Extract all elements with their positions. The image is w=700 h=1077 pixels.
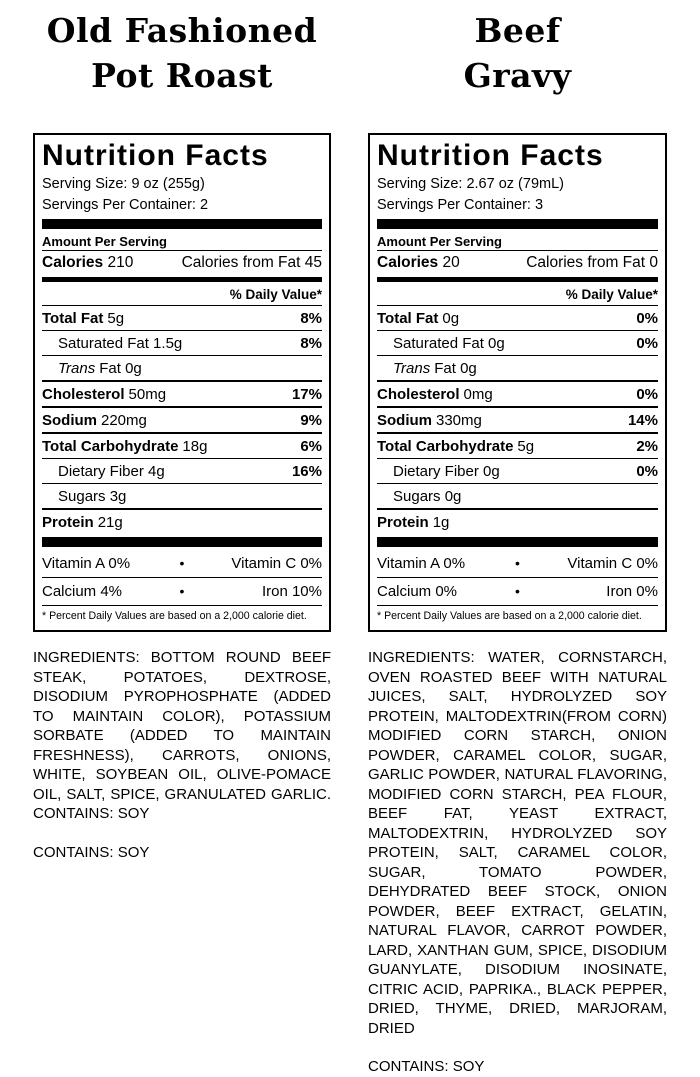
nutrient-row-total-carbohydrate bbox=[377, 432, 658, 458]
daily-value-header: % Daily Value* bbox=[565, 287, 658, 302]
contains-statement: CONTAINS: SOY bbox=[33, 843, 150, 861]
product-title-line2: Pot Roast bbox=[91, 56, 273, 95]
nutrient-row-sodium bbox=[42, 406, 322, 432]
servings-per-container: Servings Per Container: 3 bbox=[377, 197, 544, 213]
calories-value: 210 bbox=[107, 254, 134, 271]
bullet-icon: • bbox=[515, 555, 520, 571]
bullet-icon: • bbox=[179, 583, 185, 599]
nutrient-dv: 17% bbox=[291, 385, 322, 403]
nutrient-dv: 8% bbox=[300, 309, 322, 327]
daily-value-footnote: * Percent Daily Values are based on a 2,000 calorie diet. bbox=[42, 605, 322, 625]
nutrient-row-dietary-fiber bbox=[42, 458, 322, 483]
vitamin-a: Vitamin A 0% bbox=[377, 555, 466, 572]
nutrient-name: Dietary Fiber 4g bbox=[58, 462, 165, 480]
calcium: Calcium 0% bbox=[377, 583, 458, 600]
divider-bar-thin bbox=[377, 277, 658, 282]
calories-label: Calories 20 bbox=[377, 254, 460, 271]
calories-from-fat: Calories from Fat 45 bbox=[181, 254, 322, 271]
calories-row bbox=[377, 250, 658, 274]
calories-value: 20 bbox=[442, 254, 460, 271]
vitamin-a: Vitamin A 0% bbox=[42, 555, 131, 572]
nutrient-row-sodium bbox=[377, 406, 658, 432]
ingredients-paragraph: INGREDIENTS: WATER, CORNSTARCH, OVEN ROASTED BEEF WITH NATURAL JUICES, SALT, HYDROLYZED SOY PROTEIN, MALTODEXTRIN(FROM CORN) MODIFIED CORN STARCH, ONION POWDER, CARAMEL COLOR, SUGAR, GARLIC POWDER, NATURAL FLAVORING, MODIFIED CORN STARCH, PEA FLOUR, BEEF FAT, YEAST EXTRACT, MALTODEXTRIN, HYDROLYZED SOY PROTEIN, SALT, CARAMEL COLOR, SUGAR, TOMATO POWDER, DEHYDRATED BEEF STOCK, ONION POWDER, BEEF EXTRACT, GELATIN, NATURAL FLAVOR, CARROT POWDER, LARD, XANTHAN GUM, SPICE, DISODIUM GUANYLATE, DISODIUM INOSINATE, CITRIC ACID, PAPRIKA., BLACK PEPPER, DRIED, THYME, DRIED, MARJORAM, DRIED bbox=[368, 649, 667, 1037]
amount-per-serving: Amount Per Serving bbox=[42, 234, 167, 249]
nutrient-dv: 0% bbox=[636, 309, 658, 327]
nutrient-name: Trans Fat 0g bbox=[58, 359, 142, 377]
divider-bar bbox=[42, 537, 322, 547]
nutrient-name: Saturated Fat 0g bbox=[393, 334, 505, 352]
product-title-line1: Beef bbox=[474, 11, 561, 50]
nutrient-name: Total Fat 0g bbox=[377, 309, 460, 327]
serving-size: Serving Size: 2.67 oz (79mL) bbox=[377, 176, 564, 192]
nutrient-name: Sodium 220mg bbox=[42, 411, 147, 429]
nutrient-dv: 0% bbox=[636, 385, 658, 403]
product-title-line1: Old Fashioned bbox=[46, 11, 318, 50]
nutrient-name: Dietary Fiber 0g bbox=[393, 462, 500, 480]
nutrient-dv: 2% bbox=[636, 437, 658, 455]
iron: Iron 10% bbox=[261, 583, 322, 600]
nutrition-facts-heading: Nutrition Facts bbox=[42, 139, 269, 172]
nutrient-dv: 9% bbox=[300, 411, 322, 429]
nutrient-row-cholesterol bbox=[42, 380, 322, 406]
micro-row-minerals bbox=[42, 577, 322, 605]
bullet-icon: • bbox=[179, 555, 185, 571]
nutrient-name: Total Fat 5g bbox=[42, 309, 125, 327]
divider-bar-thin bbox=[42, 277, 322, 282]
servings-per-container: Servings Per Container: 2 bbox=[42, 197, 209, 213]
nutrient-dv: 14% bbox=[627, 411, 658, 429]
nutrient-dv: 0% bbox=[636, 462, 658, 480]
micro-row-vitamins bbox=[377, 550, 658, 577]
product-column-pot-roast bbox=[33, 0, 331, 862]
nutrient-row-sugars bbox=[377, 483, 658, 508]
nutrient-name: Protein 21g bbox=[42, 513, 123, 531]
nutrient-dv: 8% bbox=[300, 334, 322, 352]
nutrient-row-trans-fat bbox=[377, 355, 658, 380]
nutrient-row-trans-fat bbox=[42, 355, 322, 380]
nutrient-name: Total Carbohydrate 18g bbox=[42, 437, 208, 455]
nutrient-name: Total Carbohydrate 5g bbox=[377, 437, 535, 455]
calories-label: Calories 210 bbox=[42, 254, 134, 271]
nutrient-row-total-fat bbox=[377, 305, 658, 330]
divider-bar bbox=[42, 219, 322, 229]
nutrient-name: Sugars 3g bbox=[58, 487, 127, 505]
product-column-beef-gravy bbox=[368, 0, 667, 1077]
divider-bar bbox=[377, 537, 658, 547]
contains-statement: CONTAINS: SOY bbox=[368, 1058, 485, 1075]
calories-row bbox=[42, 250, 322, 274]
nutrient-name: Protein 1g bbox=[377, 513, 450, 531]
product-title bbox=[33, 0, 331, 133]
nutrient-name: Cholesterol 50mg bbox=[42, 385, 167, 403]
divider-bar bbox=[377, 219, 658, 229]
iron: Iron 0% bbox=[606, 583, 658, 600]
daily-value-header: % Daily Value* bbox=[229, 287, 322, 302]
bullet-icon: • bbox=[515, 583, 520, 599]
nutrient-row-total-carbohydrate bbox=[42, 432, 322, 458]
vitamin-c: Vitamin C 0% bbox=[231, 555, 322, 572]
nutrient-name: Sodium 330mg bbox=[377, 411, 482, 429]
nutrient-row-sugars bbox=[42, 483, 322, 508]
micro-row-minerals bbox=[377, 577, 658, 605]
serving-size: Serving Size: 9 oz (255g) bbox=[42, 176, 205, 192]
micro-row-vitamins bbox=[42, 550, 322, 577]
vitamin-c: Vitamin C 0% bbox=[567, 555, 658, 572]
nutrient-dv: 0% bbox=[636, 334, 658, 352]
nutrient-name: Cholesterol 0mg bbox=[377, 385, 493, 403]
nutrient-name: Trans Fat 0g bbox=[393, 359, 477, 377]
nutrient-name: Saturated Fat 1.5g bbox=[58, 334, 183, 352]
daily-value-footnote: * Percent Daily Values are based on a 2,000 calorie diet. bbox=[377, 605, 658, 625]
nutrient-row-saturated-fat bbox=[42, 330, 322, 355]
nutrient-row-dietary-fiber bbox=[377, 458, 658, 483]
nutrition-facts-box bbox=[33, 133, 331, 632]
nutrient-dv: 6% bbox=[300, 437, 322, 455]
nutrient-row-total-fat bbox=[42, 305, 322, 330]
product-title-line2: Gravy bbox=[463, 56, 572, 95]
calories-from-fat: Calories from Fat 0 bbox=[526, 254, 658, 271]
nutrient-row-protein bbox=[377, 508, 658, 534]
nutrient-row-protein bbox=[42, 508, 322, 534]
product-title bbox=[368, 0, 667, 133]
nutrition-facts-box bbox=[368, 133, 667, 632]
nutrient-row-saturated-fat bbox=[377, 330, 658, 355]
calcium: Calcium 4% bbox=[42, 583, 123, 600]
ingredients-paragraph: INGREDIENTS: BOTTOM ROUND BEEF STEAK, POTATOES, DEXTROSE, DISODIUM PYROPHOSPHATE (ADDED TO MAINTAIN COLOR), POTASSIUM SORBATE (ADDED TO MAINTAIN FRESHNESS), CARROTS, ONIONS, WHITE, SOYBEAN OIL, OLIVE-POMACE OIL, SALT, SPICE, GRANULATED GARLIC. CONTAINS: SOY bbox=[33, 649, 331, 822]
nutrient-dv: 16% bbox=[291, 462, 322, 480]
nutrient-name: Sugars 0g bbox=[393, 487, 462, 505]
nutrient-row-cholesterol bbox=[377, 380, 658, 406]
amount-per-serving: Amount Per Serving bbox=[377, 234, 502, 249]
nutrition-facts-heading: Nutrition Facts bbox=[377, 139, 604, 172]
